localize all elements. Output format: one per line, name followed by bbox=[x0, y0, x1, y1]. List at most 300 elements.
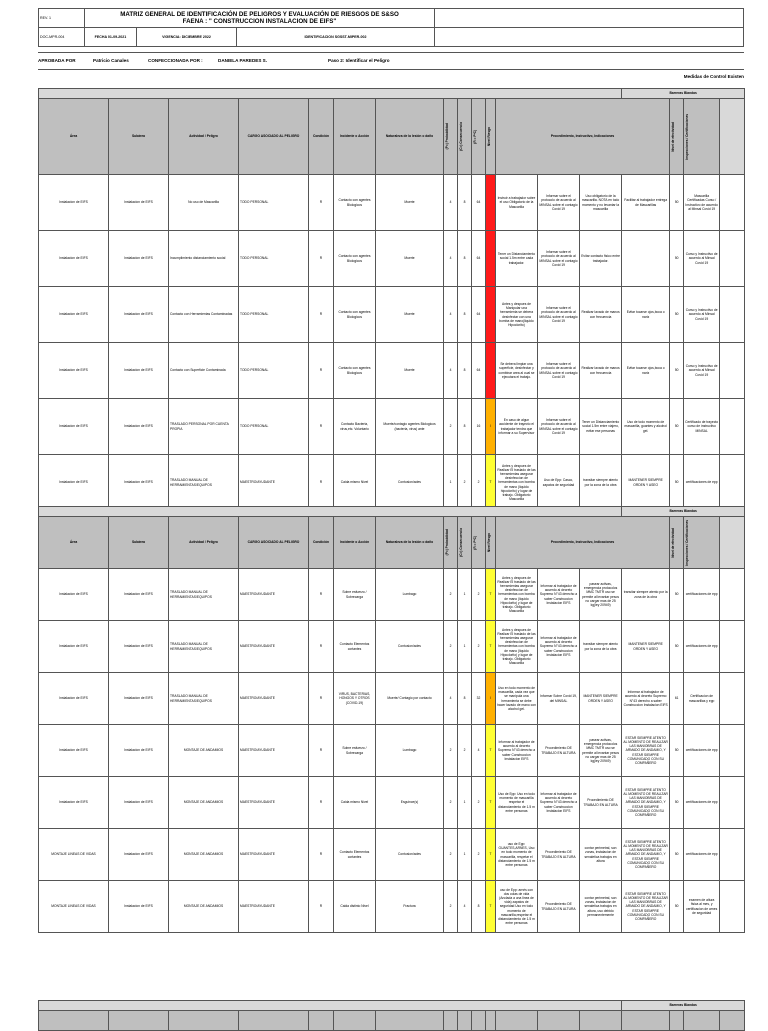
header-cell bbox=[239, 1011, 309, 1031]
header-cell bbox=[622, 1011, 670, 1031]
area-cell: Instalacion de EIFS bbox=[39, 399, 109, 455]
subarea-header: Subárea bbox=[109, 517, 169, 569]
efectividad-header bbox=[670, 517, 684, 569]
subarea-cell: Instalacion de EIFS bbox=[109, 569, 169, 621]
table-row bbox=[39, 569, 745, 621]
actividad-cell: TRASLADO MANUAL DE HERRAMIENTAS/EQUIPOS bbox=[169, 569, 239, 621]
riesgo-cell: 64 bbox=[472, 231, 486, 287]
empty-header bbox=[720, 517, 745, 569]
area-header: Área bbox=[39, 517, 109, 569]
area-cell: Instalacion de EIFS bbox=[39, 673, 109, 725]
probabilidad-cell: 2 bbox=[444, 399, 458, 455]
nivel-cell: T bbox=[486, 881, 496, 933]
empty-cell bbox=[720, 881, 745, 933]
header-cell bbox=[486, 1011, 496, 1031]
area-cell: Instalacion de EIFS bbox=[39, 455, 109, 511]
area-cell: MONTAJE LINEAS DE VIDAS bbox=[39, 829, 109, 881]
medida-4-cell: ESTAR SIEMPRE ATENTO AL MOMENTO DE REALIZAR LAS MANIOBRAS DE ARMADO DE ANDAMIO, Y ESTAR SIEMPRE COMUNICADO CON SU COMPAÑERO bbox=[622, 725, 670, 777]
condicion-header: Condición bbox=[309, 99, 334, 175]
rev-label: REV. 1 bbox=[39, 9, 85, 28]
table-row bbox=[39, 343, 745, 399]
medida-3-cell: Uso obligatorio de la mascarilla. NOTA en todo momento y no levantar la mascarilla bbox=[580, 175, 622, 231]
capacitacion-cell: Curso y Instructivo de acuerdo al Minsal Covid 19 bbox=[684, 231, 720, 287]
condicion-cell: R bbox=[309, 777, 334, 829]
medida-1-cell: Uso de Epp: Uso en todo momento de mascarilla respetar el distanciamiento de 1.5 m entre personas bbox=[496, 777, 538, 829]
nivel-cell bbox=[486, 231, 496, 287]
header-cell bbox=[496, 1011, 538, 1031]
confeccionada-label: CONFECCIONADA POR : bbox=[148, 58, 203, 63]
empty-cell bbox=[720, 725, 745, 777]
riesgo-cell: 2 bbox=[472, 829, 486, 881]
probabilidad-cell: 4 bbox=[444, 287, 458, 343]
faena-subtitle: FAENA : " CONSTRUCCION INSTALACION DE EIFS" bbox=[182, 18, 337, 25]
efectividad-cell: 50 bbox=[670, 175, 684, 231]
fecha-value: FECHA 01-09-2021 bbox=[85, 28, 137, 47]
naturaleza-cell: Muerte bbox=[376, 175, 444, 231]
condicion-cell: R bbox=[309, 175, 334, 231]
capacitacion-cell: certificaciones de epp bbox=[684, 725, 720, 777]
naturaleza-cell: Lumbago bbox=[376, 725, 444, 777]
medida-3-cell: Evitar contacto fisico entre trabajador. bbox=[580, 231, 622, 287]
document-title: MATRIZ GENERAL DE IDENTIFICACIÓN DE PELIGROS Y EVALUACIÓN DE RIESGOS DE S&SO bbox=[120, 11, 399, 18]
medida-3-cell: pasear activas, emergencia protocolos MMC TMTR uso se permite al levantar pesos no cargar mas de 25 kg(ley 20949) bbox=[580, 725, 622, 777]
medida-3-cell: Realizar lavado de manos con frecuencia bbox=[580, 343, 622, 399]
empty-cell bbox=[720, 175, 745, 231]
efectividad-cell: 50 bbox=[670, 621, 684, 673]
consecuencia-cell: 8 bbox=[458, 287, 472, 343]
actividad-cell: MONTAJE DE ANDAMIOS bbox=[169, 777, 239, 829]
barreras-header: Barreras Blandas bbox=[622, 89, 745, 99]
naturaleza-cell: Fractura bbox=[376, 881, 444, 933]
consecuencia-header bbox=[458, 517, 472, 569]
condicion-cell: R bbox=[309, 343, 334, 399]
barreras-header: Barreras Blandas bbox=[622, 507, 745, 517]
header-cell bbox=[376, 1011, 444, 1031]
incidente-cell: Contacto con agentes Biologicos bbox=[334, 343, 376, 399]
empty-cell bbox=[720, 287, 745, 343]
condicion-cell: R bbox=[309, 725, 334, 777]
table-row bbox=[39, 175, 745, 231]
medida-1-cell: Antes y despues de Manipular una herramienta se debera desinfectar con una bomba de mano(liquido Hipoclorito) bbox=[496, 287, 538, 343]
aprobada-label: APROBADA POR bbox=[38, 58, 76, 63]
probabilidad-cell: 1 bbox=[444, 455, 458, 511]
cargo-cell: MAESTRO/AYUDANTE bbox=[239, 829, 309, 881]
medida-2-cell: Informar sobre el protocolo de acuerdo al MINSAL sobre el contagio Covid 19 bbox=[538, 287, 580, 343]
area-cell: Instalacion de EIFS bbox=[39, 621, 109, 673]
medida-3-cell: Tener un Distanciamiento social 1.5m entre viajero, evitar ese personas bbox=[580, 399, 622, 455]
header-cell bbox=[458, 1011, 472, 1031]
medida-4-cell: Uso de todo momento de mascarilla, guantes y alcohol gel. bbox=[622, 399, 670, 455]
probabilidad-header-text: (P=) Probabilidad bbox=[445, 529, 449, 556]
condicion-cell: R bbox=[309, 829, 334, 881]
nivel-cell: I bbox=[486, 673, 496, 725]
cargo-header: CARGO ASOCIADO AL PELIGRO bbox=[239, 517, 309, 569]
empty-cell bbox=[720, 777, 745, 829]
header-spacer bbox=[39, 1001, 622, 1011]
header-spacer bbox=[39, 507, 622, 517]
actividad-cell: MONTAJE DE ANDAMIOS bbox=[169, 829, 239, 881]
header-cell bbox=[720, 1011, 745, 1031]
medida-4-cell: ESTAR SIEMPRE ATENTO AL MOMENTO DE REALIZAR LAS MANIOBRAS DE ARMADO DE ANDAMIO, Y ESTAR SIEMPRE COMUNICADO CON SU COMPAÑERO bbox=[622, 881, 670, 933]
efectividad-cell: 50 bbox=[670, 231, 684, 287]
cargo-cell: MAESTRO/AYUDANTE bbox=[239, 569, 309, 621]
consecuencia-cell: 1 bbox=[458, 621, 472, 673]
area-cell: Instalacion de EIFS bbox=[39, 777, 109, 829]
consecuencia-cell: 8 bbox=[458, 231, 472, 287]
riesgo-header bbox=[472, 517, 486, 569]
riesgo-cell: 16 bbox=[472, 399, 486, 455]
medida-4-cell: Evitar tocarse ojos,boca o nariz bbox=[622, 343, 670, 399]
naturaleza-cell: Lumbago bbox=[376, 569, 444, 621]
consecuencia-cell: 1 bbox=[458, 777, 472, 829]
subarea-cell: Instalacion de EIFS bbox=[109, 399, 169, 455]
nivel-cell bbox=[486, 343, 496, 399]
matrix-title bbox=[85, 9, 435, 28]
cargo-cell: TODO PERSONAL bbox=[239, 287, 309, 343]
probabilidad-header bbox=[444, 99, 458, 175]
cargo-cell: TODO PERSONAL bbox=[239, 343, 309, 399]
table-row bbox=[39, 777, 745, 829]
actividad-cell: TRASLADO PERSONAL POR CUENTA PROPIA bbox=[169, 399, 239, 455]
riesgo-cell: 4 bbox=[472, 725, 486, 777]
nivel-cell bbox=[486, 175, 496, 231]
naturaleza-cell: Contusion/ades bbox=[376, 829, 444, 881]
probabilidad-cell: 4 bbox=[444, 231, 458, 287]
naturaleza-header: Naturaleza de la lesión o daño bbox=[376, 99, 444, 175]
riesgo-cell: 8 bbox=[472, 881, 486, 933]
probabilidad-cell: 2 bbox=[444, 777, 458, 829]
subarea-cell: Instalacion de EIFS bbox=[109, 777, 169, 829]
probabilidad-cell: 2 bbox=[444, 881, 458, 933]
empty-cell bbox=[720, 569, 745, 621]
medida-4-cell: Informar al trabajador de acuerdo al decreto Supremo N°43 derecho a saber Construccion Instalacion EIFS bbox=[622, 673, 670, 725]
medida-4-cell: MANTENER SIEMPRE ORDEN Y ASEO bbox=[622, 621, 670, 673]
aprobada-name: Patricio Canales bbox=[93, 58, 129, 63]
medida-2-cell: Informar sobre el protocolo de acuerdo al MINSAL sobre el contagio Covid 19 bbox=[538, 343, 580, 399]
area-cell: MONTAJE LINEAS DE VIDAS bbox=[39, 881, 109, 933]
subarea-cell: Instalacion de EIFS bbox=[109, 621, 169, 673]
naturaleza-cell: Muerte bbox=[376, 231, 444, 287]
medida-2-cell: Uso de Epp: Casco, zapatos de seguridad bbox=[538, 455, 580, 511]
naturaleza-header: Naturaleza de la lesión o daño bbox=[376, 517, 444, 569]
capacitacion-cell: Curso y Instructivo de acuerdo al Minsal Covid 19 bbox=[684, 287, 720, 343]
actividad-cell: TRASLADO MANUAL DE HERRAMIENTAS/EQUIPOS bbox=[169, 673, 239, 725]
nivel-cell bbox=[486, 287, 496, 343]
incidente-cell: Contacto con agentes Biologicos bbox=[334, 175, 376, 231]
consecuencia-cell: 2 bbox=[458, 455, 472, 511]
subarea-cell: Instalacion de EIFS bbox=[109, 175, 169, 231]
naturaleza-cell: Muerte bbox=[376, 343, 444, 399]
riesgo-cell: 2 bbox=[472, 777, 486, 829]
area-header: Área bbox=[39, 99, 109, 175]
riesgo-cell: 32 bbox=[472, 673, 486, 725]
identificacion-value: IDENTIFICACION SGSST-MIPER-002 bbox=[237, 28, 435, 47]
nivel-header-text: Nivel Riesgo bbox=[487, 126, 491, 147]
doc-code: DOC-MPR-004 bbox=[39, 28, 85, 47]
capacitacion-cell: certificaciones de epp bbox=[684, 829, 720, 881]
actividad-header: Actividad / Peligro bbox=[169, 517, 239, 569]
risk-matrix-table-3 bbox=[38, 1000, 745, 1031]
header-spacer bbox=[39, 89, 622, 99]
subarea-cell: Instalacion de EIFS bbox=[109, 829, 169, 881]
actividad-header: Actividad / Peligro bbox=[169, 99, 239, 175]
header-cell bbox=[580, 1011, 622, 1031]
condicion-cell: R bbox=[309, 881, 334, 933]
probabilidad-cell: 2 bbox=[444, 725, 458, 777]
incidente-cell: Contacto Bacteria, virus,etc. Voluntario bbox=[334, 399, 376, 455]
empty-header bbox=[720, 99, 745, 175]
header-cell bbox=[309, 1011, 334, 1031]
subarea-header: Subárea bbox=[109, 99, 169, 175]
risk-matrix-table-2 bbox=[38, 506, 745, 933]
medida-4-cell: ESTAR SIEMPRE ATENTO AL MOMENTO DE REALIZAR LAS MANIOBRAS DE ARMADO DE ANDAMIO, Y ESTAR SIEMPRE COMUNICADO CON SU COMPAÑERO bbox=[622, 829, 670, 881]
actividad-cell: TRASLADO MANUAL DE HERRAMIENTAS/EQUIPOS bbox=[169, 455, 239, 511]
condicion-cell: R bbox=[309, 399, 334, 455]
table-row bbox=[39, 231, 745, 287]
naturaleza-cell: Esguince(s) bbox=[376, 777, 444, 829]
empty-cell bbox=[720, 621, 745, 673]
condicion-cell: R bbox=[309, 569, 334, 621]
medida-2-cell: Informar al trabajador de acuerdo al decreto Supremo N°43 derecho a saber Construccion Instalacion EIFS bbox=[538, 777, 580, 829]
actividad-cell: Contacto con Superficie Contaminada bbox=[169, 343, 239, 399]
riesgo-cell: 64 bbox=[472, 287, 486, 343]
medida-4-cell: MANTENER SIEMPRE ORDEN Y ASEO bbox=[622, 455, 670, 511]
medida-4-cell: transitar siempre atento por la zona de la obra bbox=[622, 569, 670, 621]
riesgo-header-text: (R = P*C) bbox=[473, 129, 477, 144]
actividad-cell: TRASLADO MANUAL DE HERRAMIENTAS/EQUIPOS bbox=[169, 621, 239, 673]
consecuencia-cell: 1 bbox=[458, 829, 472, 881]
condicion-cell: R bbox=[309, 287, 334, 343]
capacitaciones-header-text: Inspecciones / Certificaciones bbox=[685, 519, 690, 566]
capacitacion-cell: Mascarilla Certificadas Curso / Instructivo de acuerdo al Minsal Covid 19 bbox=[684, 175, 720, 231]
subarea-cell: Instalacion de EIFS bbox=[109, 231, 169, 287]
efectividad-cell: 50 bbox=[670, 343, 684, 399]
area-cell: Instalacion de EIFS bbox=[39, 343, 109, 399]
medida-2-cell: Informar sobre el protocolo de acuerdo al MINSAL sobre el contagio Covid 19 bbox=[538, 399, 580, 455]
medida-1-cell: Antes y despues de Realizar El traslado de las herramientas asegurar desinfeccion de herramientas con bomba de mano (liquido hipoclorito) y lugar de trabajo. Obligatorio Mascarilla bbox=[496, 455, 538, 511]
medida-3-cell: MANTENER SIEMPRE ORDEN Y ASEO bbox=[580, 673, 622, 725]
condicion-cell: R bbox=[309, 231, 334, 287]
table-row bbox=[39, 673, 745, 725]
medida-4-cell bbox=[622, 231, 670, 287]
subarea-cell: Instalacion de EIFS bbox=[109, 725, 169, 777]
actividad-cell: Incumplimiento distanciamiento social bbox=[169, 231, 239, 287]
naturaleza-cell: Contusion/ades bbox=[376, 455, 444, 511]
header-cell bbox=[670, 1011, 684, 1031]
condicion-cell: R bbox=[309, 621, 334, 673]
medida-1-cell: Se debera limpiar una superficie, desinfectar y combinar area al cual se ejecutara el trabajo. bbox=[496, 343, 538, 399]
incidente-cell: Contacto con agentes Biologicos bbox=[334, 287, 376, 343]
riesgo-cell: 64 bbox=[472, 343, 486, 399]
nivel-cell: T bbox=[486, 455, 496, 511]
efectividad-cell: 50 bbox=[670, 725, 684, 777]
capacitacion-cell: Curso y Instructivo de acuerdo al Minsal Covid 19 bbox=[684, 343, 720, 399]
consecuencia-cell: 1 bbox=[458, 569, 472, 621]
area-cell: Instalacion de EIFS bbox=[39, 569, 109, 621]
capacitacion-cell: certificaciones de epp bbox=[684, 621, 720, 673]
medida-3-cell: contar perimetral, son zonas, instalacion de senaletica trabajos en altura bbox=[580, 829, 622, 881]
actividad-cell: MONTAJE DE ANDAMIOS bbox=[169, 881, 239, 933]
medida-2-cell: Informar al trabajador de acuerdo al decreto Supremo N°43 derecho a saber Construccion Instalacion EIFS bbox=[538, 569, 580, 621]
naturaleza-cell: Contusion/ades bbox=[376, 621, 444, 673]
medida-3-cell: Realizar lavado de manos con frecuencia bbox=[580, 287, 622, 343]
header-cell bbox=[109, 1011, 169, 1031]
area-cell: Instalacion de EIFS bbox=[39, 287, 109, 343]
header-cell bbox=[334, 1011, 376, 1031]
table-row bbox=[39, 287, 745, 343]
medida-2-cell: Procedimiento DE TRABAJO EN ALTURA bbox=[538, 881, 580, 933]
medida-1-cell: uso de Epp: GUANTES,ARNES, Uso en todo momento de mascarilla, respetar el distanciamiento de 1.5 m entre personas bbox=[496, 829, 538, 881]
paso-label: Paso 2: Identificar el Peligro bbox=[328, 58, 390, 63]
nivel-header bbox=[486, 99, 496, 175]
consecuencia-cell: 8 bbox=[458, 343, 472, 399]
medida-2-cell: Procedimiento DE TRABAJO EN ALTURA bbox=[538, 829, 580, 881]
medida-2-cell: Informar sobre el protocolo de acuerdo al MINSAL sobre el contagio Covid 19 bbox=[538, 175, 580, 231]
header-cell bbox=[444, 1011, 458, 1031]
incidente-cell: Contacto con agentes Biologicos bbox=[334, 231, 376, 287]
cargo-cell: MAESTRO/AYUDANTE bbox=[239, 725, 309, 777]
incidente-header: Incidente o Acción bbox=[334, 99, 376, 175]
table-row bbox=[39, 455, 745, 511]
consecuencia-cell: 2 bbox=[458, 725, 472, 777]
efectividad-cell: 50 bbox=[670, 399, 684, 455]
medida-2-cell: Informar Sobre Covid 19, del MINSAL bbox=[538, 673, 580, 725]
area-cell: Instalacion de EIFS bbox=[39, 231, 109, 287]
capacitaciones-header-text: Inspecciones / Certificaciones bbox=[685, 113, 690, 160]
incidente-cell: Sobre esfuerzo / Sobrecarga bbox=[334, 569, 376, 621]
incidente-cell: Caida mismo Nivel bbox=[334, 777, 376, 829]
cargo-cell: MAESTRO/AYUDANTE bbox=[239, 777, 309, 829]
header-cell bbox=[39, 1011, 109, 1031]
medida-1-cell: Instruir a trabajador sobre el uso Obligatorio de la Mascarilla bbox=[496, 175, 538, 231]
subarea-cell: Instalacion de EIFS bbox=[109, 881, 169, 933]
risk-matrix-table-1 bbox=[38, 88, 745, 511]
probabilidad-cell: 2 bbox=[444, 621, 458, 673]
confeccionada-name: DANIELA PAREDES S. bbox=[218, 58, 268, 63]
capacitaciones-header bbox=[684, 99, 720, 175]
header-cell bbox=[538, 1011, 580, 1031]
procedimientos-header: Procedimiento, Instructivo, Indicaciones bbox=[496, 517, 670, 569]
riesgo-cell: 2 bbox=[472, 569, 486, 621]
subarea-cell: Instalacion de EIFS bbox=[109, 673, 169, 725]
nivel-header-text: Nivel Riesgo bbox=[487, 532, 491, 553]
efectividad-header-text: Nivel de efectividad bbox=[671, 121, 676, 152]
riesgo-cell: 2 bbox=[472, 455, 486, 511]
naturaleza-cell: Muerte/contagio agentes Biologicos (bacteria, virus) ante bbox=[376, 399, 444, 455]
medida-1-cell: En caso de algun accidente de trayecto el trabajador tendra que informar a su Supervisor bbox=[496, 399, 538, 455]
table-row bbox=[39, 881, 745, 933]
document-header bbox=[38, 8, 435, 47]
cargo-cell: TODO PERSONAL bbox=[239, 399, 309, 455]
area-cell: Instalacion de EIFS bbox=[39, 725, 109, 777]
condicion-cell: R bbox=[309, 455, 334, 511]
efectividad-cell: 61 bbox=[670, 673, 684, 725]
medida-1-cell: Informar al trabajador de acuerdo al decreto Supremo N°43 derecho a saber Construccion Instalacion EIFS bbox=[496, 725, 538, 777]
cargo-header: CARGO ASOCIADO AL PELIGRO bbox=[239, 99, 309, 175]
incidente-cell: Contacto Elementos cortantes bbox=[334, 829, 376, 881]
procedimientos-header: Procedimiento, Instructivo, Indicaciones bbox=[496, 99, 670, 175]
empty-cell bbox=[720, 399, 745, 455]
capacitacion-cell: certificaciones de epp bbox=[684, 569, 720, 621]
naturaleza-cell: Muerte bbox=[376, 287, 444, 343]
header-cell bbox=[169, 1011, 239, 1031]
empty-cell bbox=[720, 343, 745, 399]
medida-3-cell: transitar siempre atento por la zona de la obra bbox=[580, 455, 622, 511]
empty-cell bbox=[720, 455, 745, 511]
medida-2-cell: Informar al trabajador de acuerdo al decreto Supremo N°43 derecho a saber Construccion Instalacion EIFS bbox=[538, 621, 580, 673]
capacitacion-cell: certificaciones de epp bbox=[684, 777, 720, 829]
probabilidad-header bbox=[444, 517, 458, 569]
medida-3-cell: Procedimiento DE TRABAJO EN ALTURA bbox=[580, 777, 622, 829]
riesgo-header-text: (R = P*C) bbox=[473, 535, 477, 550]
subarea-cell: Instalacion de EIFS bbox=[109, 287, 169, 343]
actividad-cell: Contacto con Herramientas Contaminadas bbox=[169, 287, 239, 343]
probabilidad-cell: 2 bbox=[444, 829, 458, 881]
incidente-cell: Caida mismo Nivel bbox=[334, 455, 376, 511]
probabilidad-cell: 2 bbox=[444, 569, 458, 621]
capacitacion-cell: examen de altura fisica al mes, y certificacion de arnes de seguridad bbox=[684, 881, 720, 933]
nivel-cell: T bbox=[486, 621, 496, 673]
naturaleza-cell: Muerte/ Contagio por contacto bbox=[376, 673, 444, 725]
empty-cell bbox=[720, 829, 745, 881]
medida-2-cell: Procedimiento DE TRABAJO EN ALTURA bbox=[538, 725, 580, 777]
efectividad-cell: 50 bbox=[670, 829, 684, 881]
area-cell: Instalacion de EIFS bbox=[39, 175, 109, 231]
medida-4-cell: Facilitar al trabajador entrega de Mascarillas bbox=[622, 175, 670, 231]
medida-1-cell: Uso en todo momento de mascarilla, cada vez que se manipula una herramienta se debe hacer lavado de mano con alcohol gel. bbox=[496, 673, 538, 725]
probabilidad-header-text: (P=) Probabilidad bbox=[445, 123, 449, 150]
table-row bbox=[39, 399, 745, 455]
consecuencia-cell: 8 bbox=[458, 399, 472, 455]
actividad-cell: No uso de Mascarilla bbox=[169, 175, 239, 231]
efectividad-cell: 50 bbox=[670, 455, 684, 511]
condicion-cell: R bbox=[309, 673, 334, 725]
cargo-cell: MAESTRO/AYUDANTE bbox=[239, 621, 309, 673]
nivel-cell: T bbox=[486, 725, 496, 777]
approval-row bbox=[38, 52, 744, 70]
condicion-header: Condición bbox=[309, 517, 334, 569]
nivel-header bbox=[486, 517, 496, 569]
subarea-cell: Instalacion de EIFS bbox=[109, 455, 169, 511]
table-row bbox=[39, 621, 745, 673]
probabilidad-cell: 4 bbox=[444, 343, 458, 399]
medida-1-cell: uso de Epp: arnés con dos colas de vida (Anclada a una linea de vida) zapatos de seguridad Uso en todo momento de mascarilla,respetar el distanciamiento de 1.5 m entre personas bbox=[496, 881, 538, 933]
efectividad-cell: 50 bbox=[670, 569, 684, 621]
table-row bbox=[39, 829, 745, 881]
barreras-header: Barreras Blandas bbox=[622, 1001, 745, 1011]
probabilidad-cell: 4 bbox=[444, 175, 458, 231]
efectividad-cell: 50 bbox=[670, 777, 684, 829]
empty-cell bbox=[720, 673, 745, 725]
nivel-cell: T bbox=[486, 829, 496, 881]
consecuencia-header-text: (C=) Consecuencia bbox=[459, 528, 463, 557]
nivel-cell: I bbox=[486, 399, 496, 455]
consecuencia-cell: 4 bbox=[458, 881, 472, 933]
medida-3-cell: transitar siempre atento por la zona de la obra bbox=[580, 621, 622, 673]
medida-3-cell: pasear activas, emergencia protocolos MMC TMTR uso se permite al levantar pesos no cargar mas de 25 kg(ley 20949) bbox=[580, 569, 622, 621]
actividad-cell: MONTAJE DE ANDAMIOS bbox=[169, 725, 239, 777]
medida-2-cell: Informar sobre el protocolo de acuerdo al MINSAL sobre el contagio Covid 19 bbox=[538, 231, 580, 287]
capacitacion-cell: certificaciones de epp bbox=[684, 455, 720, 511]
efectividad-header bbox=[670, 99, 684, 175]
medida-4-cell: ESTAR SIEMPRE ATENTO AL MOMENTO DE REALIZAR LAS MANIOBRAS DE ARMADO DE ANDAMIO, Y ESTAR SIEMPRE COMUNICADO CON SU COMPAÑERO bbox=[622, 777, 670, 829]
efectividad-header-text: Nivel de efectividad bbox=[671, 527, 676, 558]
capacitaciones-header bbox=[684, 517, 720, 569]
incidente-cell: Caida distinto Nivel bbox=[334, 881, 376, 933]
efectividad-cell: 50 bbox=[670, 287, 684, 343]
consecuencia-header-text: (C=) Consecuencia bbox=[459, 122, 463, 151]
medida-4-cell: Evitar tocarse ojos,boca o nariz bbox=[622, 287, 670, 343]
